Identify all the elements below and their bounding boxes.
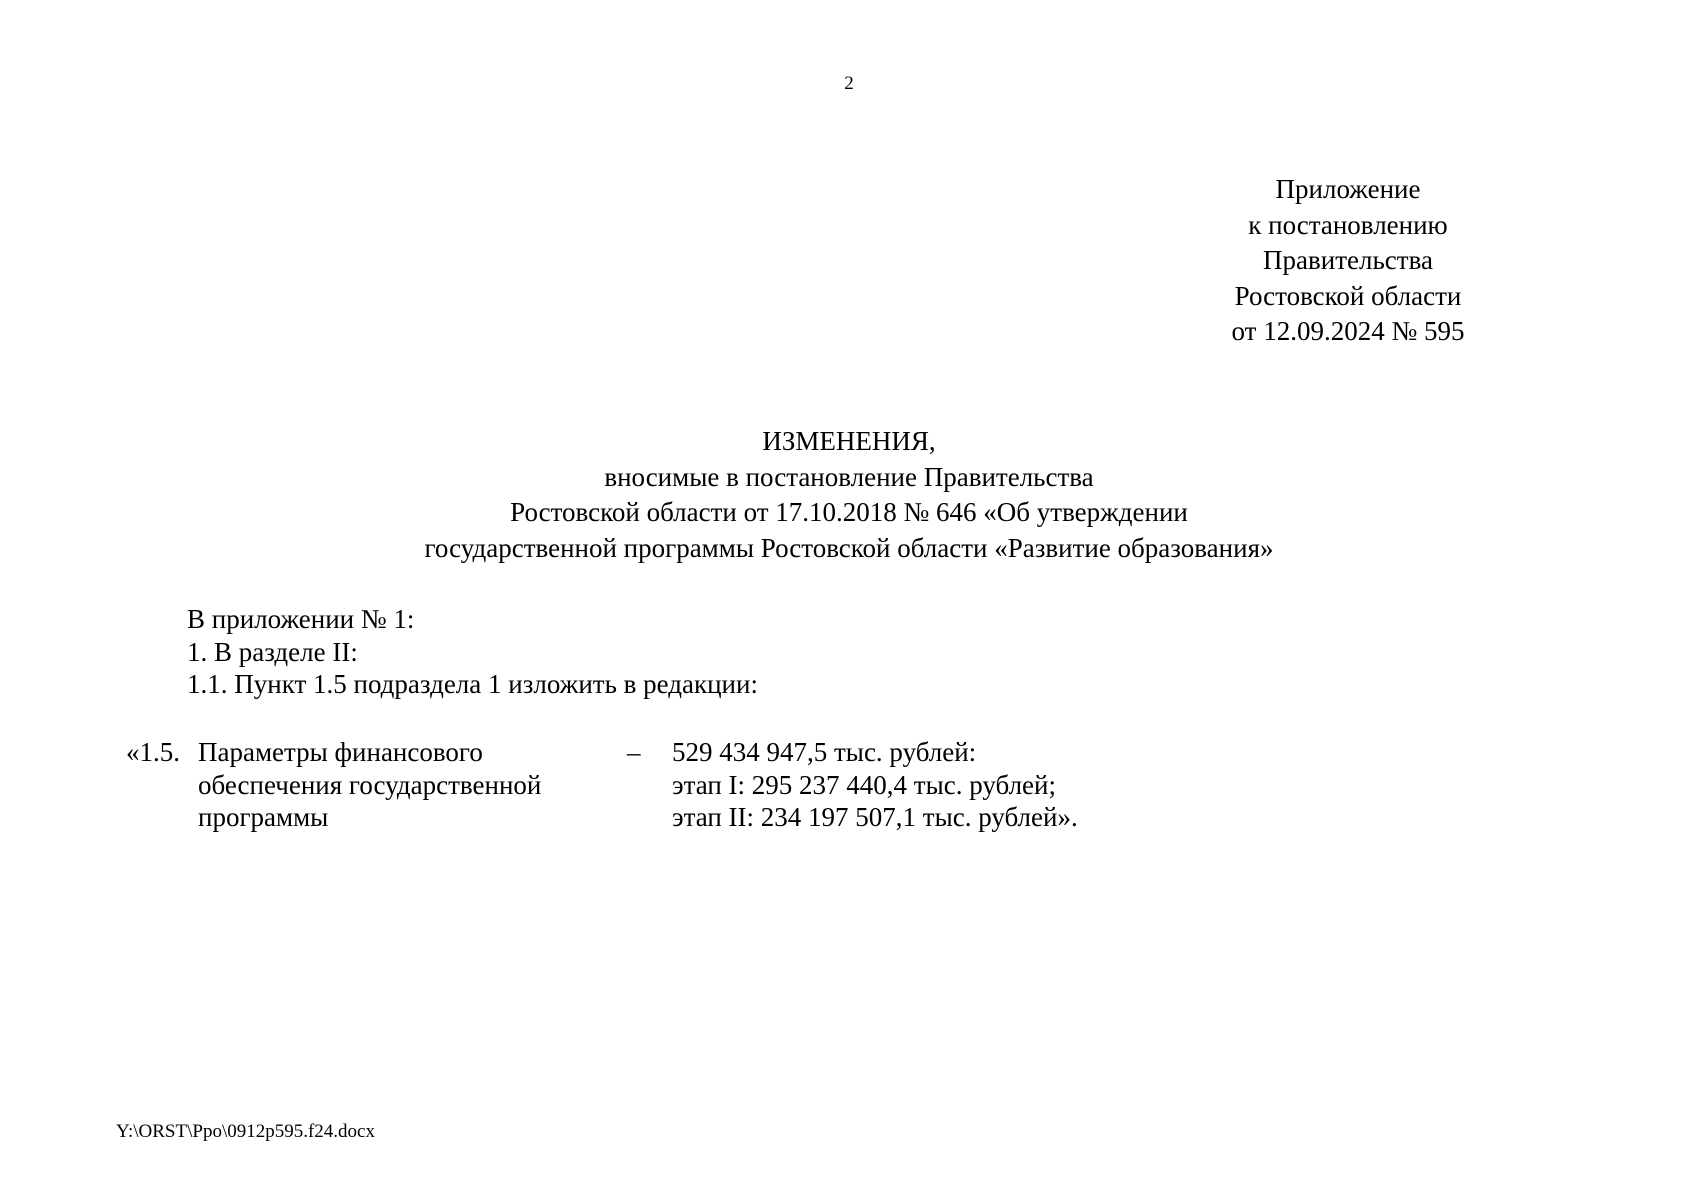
document-title: [0, 424, 1698, 566]
appendix-line: Ростовской области: [1234, 280, 1462, 311]
item-value-line: этап II: 234 197 507,1 тыс. рублей».: [672, 802, 1078, 832]
title-line: Ростовской области от 17.10.2018 № 646 «Об утверждении: [510, 497, 1188, 527]
page-number: 2: [844, 73, 854, 94]
item-number: «1.5.: [126, 737, 180, 767]
appendix-line: Правительства: [1263, 245, 1433, 275]
item-values: [672, 736, 1078, 834]
footer-file-path: Y:\ORST\Ppo\0912p595.f24.docx: [116, 1121, 375, 1142]
intro-paragraphs: [187, 603, 758, 701]
appendix-line: Приложение: [1275, 174, 1421, 204]
appendix-line: к постановлению: [1248, 209, 1448, 240]
title-line: вносимые в постановление Правительства: [604, 461, 1094, 492]
title-heading: ИЗМЕНЕНИЯ,: [762, 426, 936, 456]
item-name-line: обеспечения государственной: [198, 769, 542, 800]
appendix-line: от 12.09.2024 № 595: [1231, 316, 1465, 346]
item-value-line: этап I: 295 237 440,4 тыс. рублей;: [672, 769, 1056, 800]
item-name-line: Параметры финансового: [198, 737, 483, 767]
appendix-block: [1198, 172, 1498, 350]
item-name: [198, 736, 541, 834]
item-value-line: 529 434 947,5 тыс. рублей:: [672, 737, 977, 767]
intro-line: 1. В разделе II:: [187, 636, 358, 667]
item-name-line: программы: [198, 802, 329, 832]
item-dash: –: [627, 737, 641, 767]
intro-line: В приложении № 1:: [187, 604, 415, 634]
title-line: государственной программы Ростовской области «Развитие образования»: [424, 532, 1274, 563]
intro-line: 1.1. Пункт 1.5 подраздела 1 изложить в редакции:: [187, 669, 758, 699]
